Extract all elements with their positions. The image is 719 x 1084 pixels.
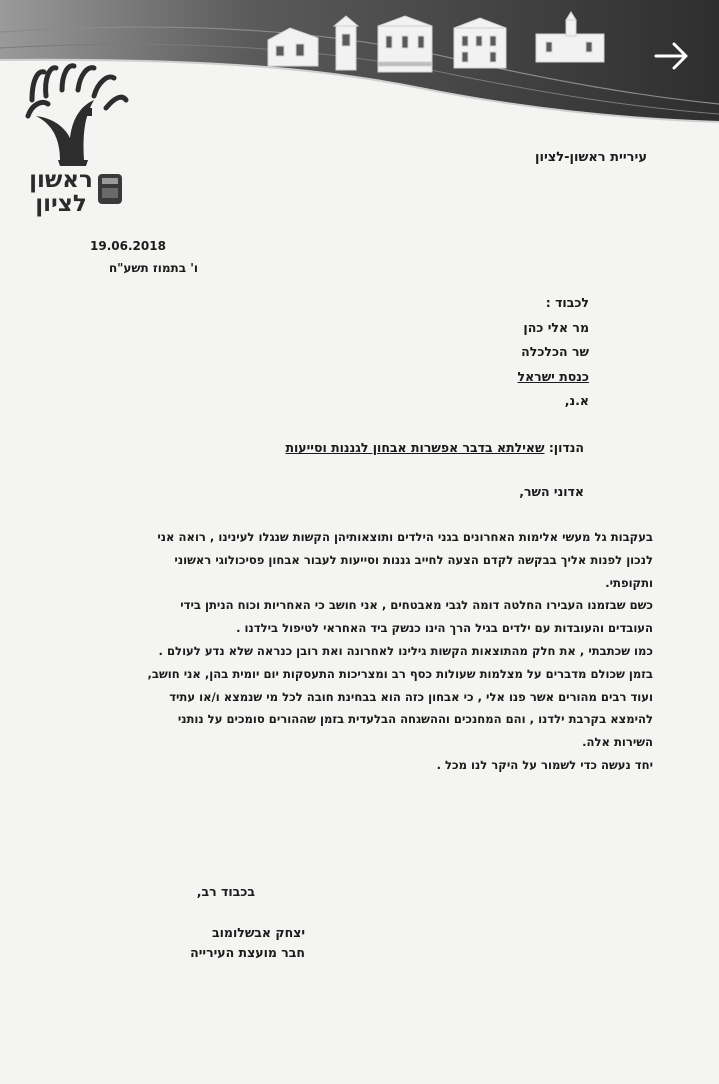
body-line: לנכון לפנות אליך בבקשה לקדם הצעה לחייב גננות וסייעות לעבור אבחון פסיכולוגי ראשוני <box>174 552 653 567</box>
municipality-name: עיריית ראשון-לציון <box>535 150 647 165</box>
body-line: העובדים והעובדות עם ילדים בגיל הרך הינו כנשק ביד האחראי לטיפול בילדנו . <box>236 621 653 636</box>
closing: בכבוד רב, <box>196 884 255 899</box>
recipient-line: א.נ, <box>564 393 589 408</box>
signature-title: חבר מועצת העירייה <box>190 945 305 960</box>
subject-text: שאילתא בדבר אפשרות אבחון לגננות וסייעות <box>285 440 545 455</box>
body-line: בעקבות גל מעשי אלימות האחרונים בגני הילדים ותוצאותיהן הקשות שנגלו לעינינו , רואה אני <box>157 530 653 544</box>
gregorian-date: 19.06.2018 <box>90 239 166 253</box>
logo-line-1: ראשון <box>29 167 93 193</box>
body-line: השירות אלה. <box>582 735 653 750</box>
body-line: כמו שכתבתי , את חלק מהתוצאות הקשות גילינו לאחרונה ואת רובן כנראה שלא נדע לעולם . <box>158 643 653 658</box>
city-emblem-icon <box>98 174 122 204</box>
body-line: ותקופתי. <box>605 575 653 590</box>
building-4-icon <box>454 18 506 68</box>
salutation: אדוני השר, <box>519 484 584 499</box>
body-line: להימצא בקרבת ילדנו , והם המחנכים וההשגחה הבלעדית בזמן שההורים סומכים על נותני <box>177 712 653 727</box>
arrow-right-icon[interactable] <box>652 38 692 74</box>
building-3-icon <box>378 16 432 72</box>
recipient-line: לכבוד : <box>545 295 589 310</box>
body-line: כשם שבזמנו העבירו החלטה דומה לגבי מאבטחים , אני חושב כי האחריות וכוח הניתן בידי <box>180 598 653 613</box>
subject-line <box>164 440 584 455</box>
body-line: ועוד רבים מהורים אשר פנו אלי , כי אבחון כזה הוא בבחינת חובה לכל מי שנמצא ו/או עתיד <box>169 689 653 704</box>
letter-body <box>60 526 653 777</box>
logo-wordmark <box>26 168 96 216</box>
building-2-icon <box>334 16 358 70</box>
recipient-line: שר הכלכלה <box>521 344 589 359</box>
body-line: בזמן שכולם מדברים על מצלמות שעולות כסף רב ומצריכות התעסקות יום יומית בהן, אני חושב, <box>147 666 653 681</box>
recipient-block <box>389 295 589 418</box>
subject-prefix: הנדון: <box>548 440 584 455</box>
recipient-line: מר אלי כהן <box>523 319 589 335</box>
logo-line-2: לציון <box>35 191 87 217</box>
recipient-line: כנסת ישראל <box>517 368 589 384</box>
hebrew-date: ו' בתמוז תשע"ח <box>108 261 198 275</box>
body-line: יחד נעשה כדי לשמור על היקר לנו מכל . <box>436 757 653 772</box>
signature-name: יצחק אבשלומוב <box>212 925 305 940</box>
